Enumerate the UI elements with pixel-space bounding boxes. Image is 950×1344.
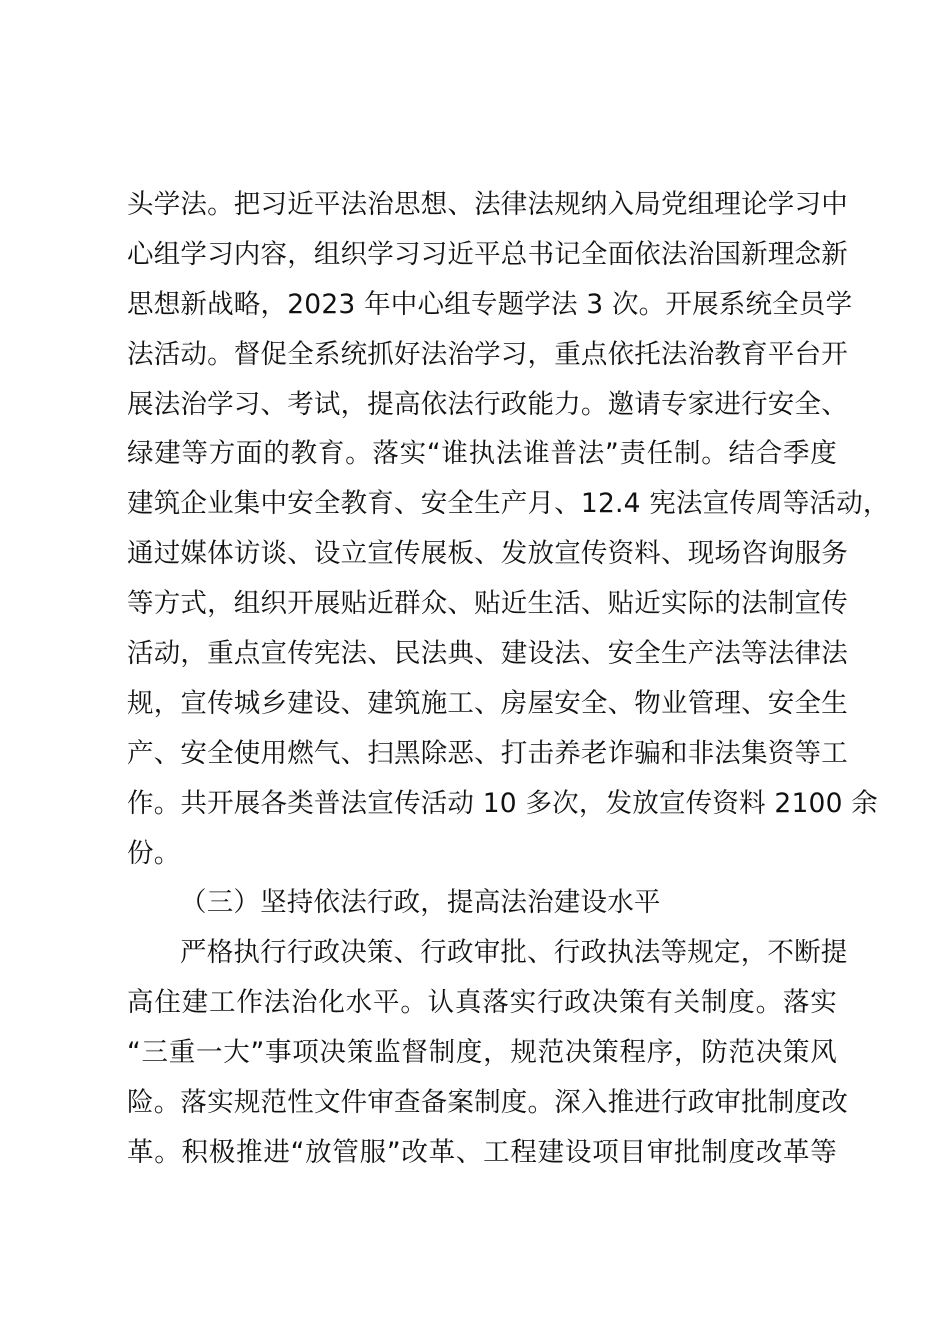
text-line: 建筑企业集中安全教育、安全生产月、12.4 宪法宣传周等活动， bbox=[127, 488, 890, 520]
text-line: 等方式，组织开展贴近群众、贴近生活、贴近实际的法制宣传 bbox=[127, 588, 848, 620]
text-line: 严格执行行政决策、行政审批、行政执法等规定，不断提 bbox=[180, 937, 848, 969]
text-line: 高住建工作法治化水平。认真落实行政决策有关制度。落实 bbox=[127, 987, 837, 1019]
section-heading: （三）坚持依法行政，提高法治建设水平 bbox=[180, 887, 661, 919]
text-line: 革。积极推进“放管服”改革、工程建设项目审批制度改革等 bbox=[127, 1136, 837, 1168]
text-line: 产、安全使用燃气、扫黑除恶、打击养老诈骗和非法集资等工 bbox=[127, 737, 848, 769]
document-body bbox=[127, 180, 890, 1178]
paragraph-2 bbox=[127, 928, 848, 1177]
text-line: 展法治学习、考试，提高依法行政能力。邀请专家进行安全、 bbox=[127, 388, 848, 420]
text-line: 规，宣传城乡建设、建筑施工、房屋安全、物业管理、安全生 bbox=[127, 687, 848, 719]
text-line: 绿建等方面的教育。落实“谁执法谁普法”责任制。结合季度 bbox=[127, 438, 837, 470]
text-line: 作。共开展各类普法宣传活动 10 多次，发放宣传资料 2100 余 bbox=[127, 787, 878, 819]
text-line: 份。 bbox=[127, 837, 181, 869]
text-line: 思想新战略，2023 年中心组专题学法 3 次。开展系统全员学 bbox=[127, 288, 853, 320]
text-line: 活动，重点宣传宪法、民法典、建设法、安全生产法等法律法 bbox=[127, 638, 848, 670]
text-line: 心组学习内容，组织学习习近平总书记全面依法治国新理念新 bbox=[127, 238, 848, 270]
text-line: 头学法。把习近平法治思想、法律法规纳入局党组理论学习中 bbox=[127, 189, 848, 220]
text-line: 险。落实规范性文件审查备案制度。深入推进行政审批制度改 bbox=[127, 1087, 848, 1119]
text-line: 法活动。督促全系统抓好法治学习，重点依托法治教育平台开 bbox=[127, 338, 848, 370]
text-line: 通过媒体访谈、设立宣传展板、发放宣传资料、现场咨询服务 bbox=[127, 538, 848, 570]
paragraph-1 bbox=[127, 180, 890, 878]
text-line: “三重一大”事项决策监督制度，规范决策程序，防范决策风 bbox=[127, 1037, 837, 1069]
